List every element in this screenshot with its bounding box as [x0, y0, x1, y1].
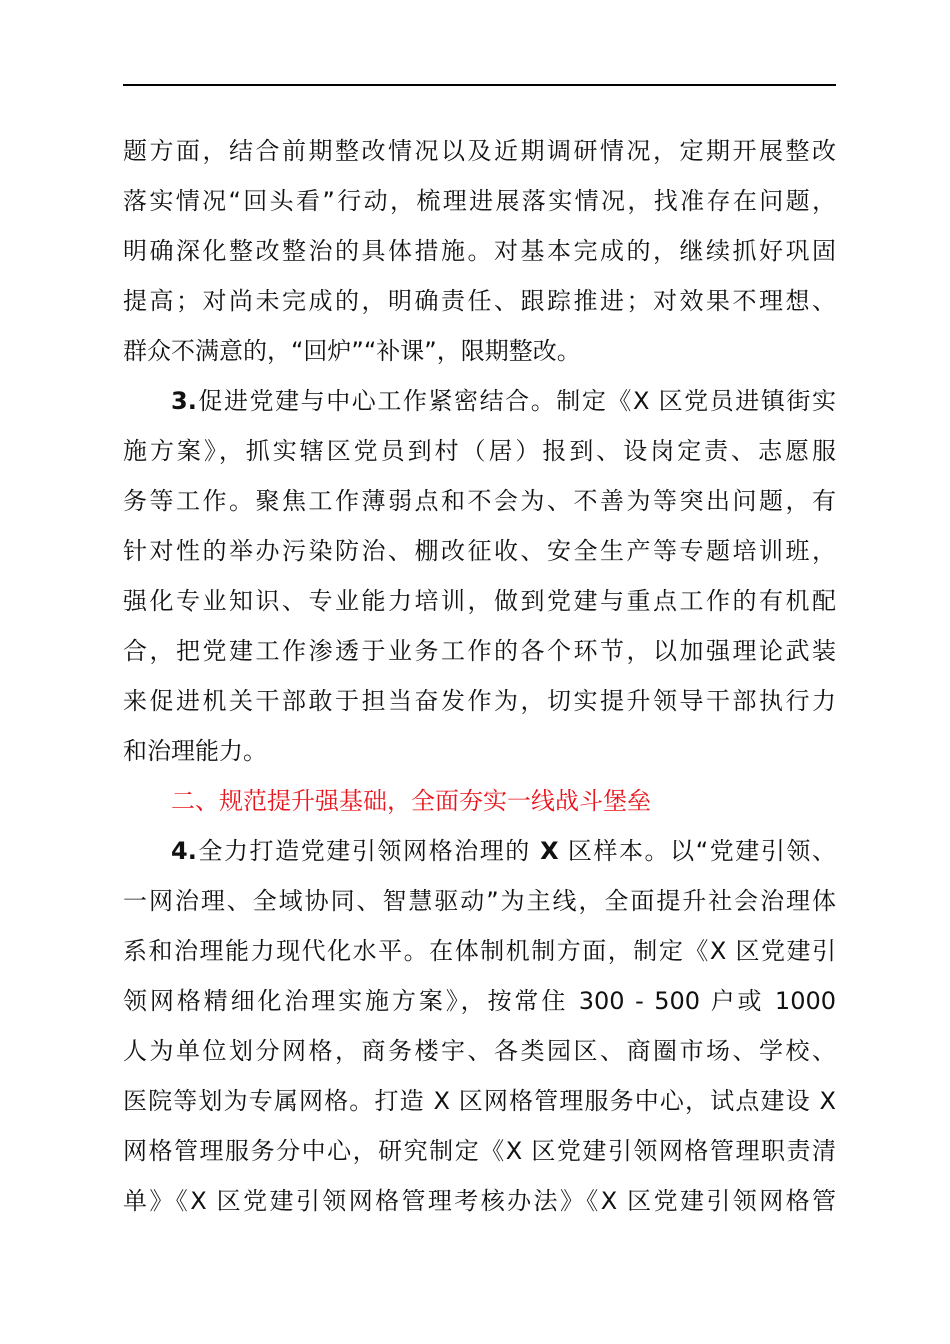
- text-line: 题方面，结合前期整改情况以及近期调研情况，定期开展整改: [123, 137, 836, 165]
- text-line: 明确深化整改整治的具体措施。对基本完成的，继续抓好巩固: [123, 237, 836, 265]
- text-line: 务等工作。聚焦工作薄弱点和不会为、不善为等突出问题，有: [123, 487, 836, 515]
- item-4-title-text-a: 全力打造党建引领网格治理的: [196, 837, 531, 865]
- item-number: 3.: [171, 387, 197, 415]
- text-line: 提高；对尚未完成的，明确责任、跟踪推进；对效果不理想、: [123, 287, 836, 315]
- header-rule: [123, 84, 836, 86]
- item-4-paragraph: [123, 826, 836, 1226]
- text-line: 医院等划为专属网格。打造 X 区网格管理服务中心，试点建设 X: [123, 1087, 836, 1115]
- text-line: 系和治理能力现代化水平。在体制机制方面，制定《X 区党建引: [123, 937, 836, 965]
- text-line: 网格管理服务分中心，研究制定《X 区党建引领网格管理职责清: [123, 1137, 836, 1165]
- text-line: 一网治理、全域协同、智慧驱动”为主线，全面提升社会治理体: [123, 887, 836, 915]
- item-3-title-text: 促进党建与中心工作紧密结合。制定《X 区党员进镇街实: [196, 387, 836, 415]
- text-line: 群众不满意的，“回炉”“补课”，限期整改。: [123, 337, 581, 365]
- text-line: 合，把党建工作渗透于业务工作的各个环节，以加强理论武装: [123, 637, 836, 665]
- text-line: 施方案》，抓实辖区党员到村（居）报到、设岗定责、志愿服: [123, 437, 836, 465]
- paragraph-continued: [123, 126, 836, 376]
- text-line: 针对性的举办污染防治、棚改征收、安全生产等专题培训班，: [123, 537, 836, 565]
- section-heading: 二、规范提升强基础，全面夯实一线战斗堡垒: [171, 787, 651, 815]
- document-body: [123, 126, 836, 1226]
- item-4-first-line: [123, 826, 836, 876]
- text-line: 人为单位划分网格，商务楼宇、各类园区、商圈市场、学校、: [123, 1037, 836, 1065]
- text-line: 领网格精细化治理实施方案》，按常住 300 - 500 户或 1000: [123, 987, 836, 1015]
- text-line: 落实情况“回头看”行动，梳理进展落实情况，找准存在问题，: [123, 187, 836, 215]
- item-3-first-line: [123, 376, 836, 426]
- text-line: 和治理能力。: [123, 737, 267, 765]
- text-line: 来促进机关干部敢于担当奋发作为，切实提升领导干部执行力: [123, 687, 836, 715]
- item-4-title-text-b: 区样本。以“党建引领、: [567, 837, 836, 865]
- text-line: 单》《X 区党建引领网格管理考核办法》《X 区党建引领网格管: [123, 1187, 836, 1215]
- item-number: 4.: [171, 837, 197, 865]
- item-4-bold-x: X: [540, 837, 559, 865]
- text-line: 强化专业知识、专业能力培训，做到党建与重点工作的有机配: [123, 587, 836, 615]
- item-3-paragraph: [123, 376, 836, 776]
